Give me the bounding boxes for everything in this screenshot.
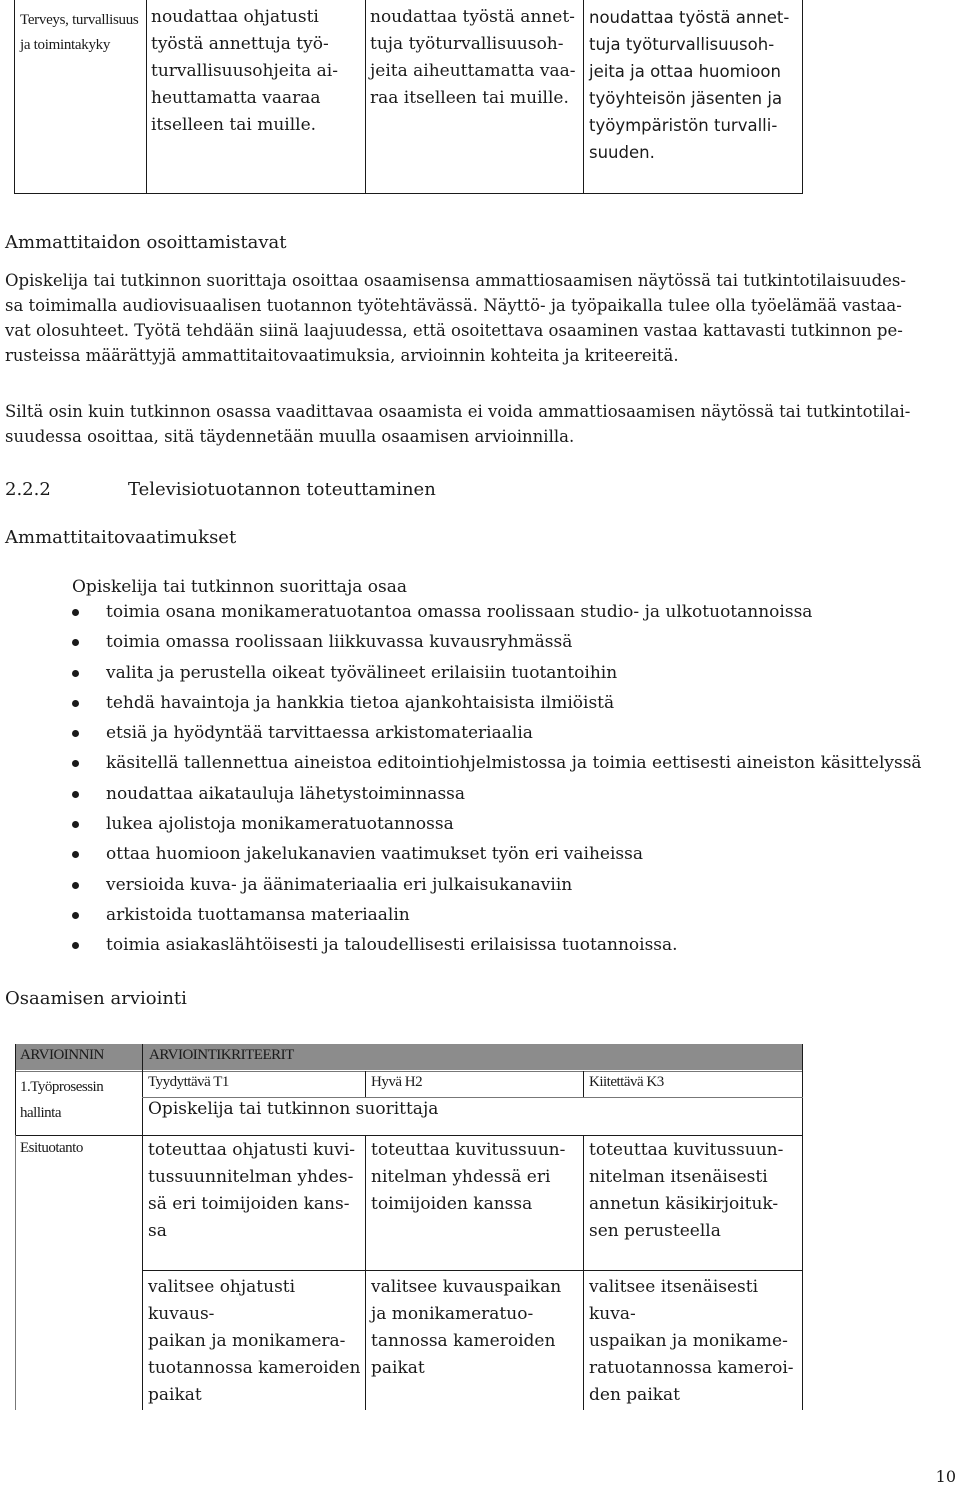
bullet-icon (72, 609, 79, 616)
list-item: lukea ajolistoja monikameratuotannossa (72, 809, 952, 839)
section-title: Televisiotuotannon toteuttaminen (128, 479, 436, 500)
list-item: valita ja perustella oikeat työvälineet erilaisiin tuotantoihin (72, 658, 952, 688)
grade-k3: Kiitettävä K3 (589, 1074, 664, 1090)
assessment-header-band (15, 1044, 802, 1070)
list-item: toimia omassa roolissaan liikkuvassa kuvausryhmässä (72, 627, 952, 657)
assessment-target-label: 1.Työprosessin hallinta (20, 1079, 104, 1121)
requirements-intro: Opiskelija tai tutkinnon suorittaja osaa (72, 577, 407, 597)
grade-h2: Hyvä H2 (371, 1074, 423, 1090)
row2-cell-k3: valitsee itsenäisesti kuva- uspaikan ja monikame- ratuotannossa kameroi- den paikat (589, 1277, 794, 1405)
bullet-icon (72, 700, 79, 707)
row2-cell-h2: valitsee kuvauspaikan ja monikameratuo- tannossa kameroiden paikat (371, 1277, 562, 1378)
page-number: 10 (935, 1467, 956, 1486)
list-item: versioida kuva- ja äänimateriaalia eri julkaisukanaviin (72, 870, 952, 900)
bullet-icon (72, 851, 79, 858)
grade-t1: Tyydyttävä T1 (148, 1074, 229, 1090)
bullet-icon (72, 821, 79, 828)
assessment-row-label: Esituotanto (20, 1140, 83, 1156)
bullet-icon (72, 791, 79, 798)
demonstration-paragraph-1: Opiskelija tai tutkinnon suorittaja osoittaa osaamisensa ammattiosaamisen näytössä tai tutkintotilaisuudes- sa toimimalla audiovisuaalisen tuotannon työtehtävässä. Näyttö- ja työpaikalla tulee olla työelämää vastaa- vat olosuhteet. Työtä tehdään siinä laajuudessa, että osoitettava osaaminen vastaa kattavasti tutkinnon pe- rusteissa määrättyjä ammattitaitovaatimuksia, arvioinnin kohteita ja kriteereitä. (5, 271, 906, 365)
list-item: ottaa huomioon jakelukanavien vaatimukset työn eri vaiheissa (72, 839, 952, 869)
top-table-cell-k3: noudattaa työstä annet- tuja työturvallisuusoh- jeita ja ottaa huomioon työyhteisön jäsenten ja työympäristön turvalli- suuden. (589, 8, 790, 162)
list-item: tehdä havaintoja ja hankkia tietoa ajankohtaisista ilmiöistä (72, 688, 952, 718)
list-item: arkistoida tuottamansa materiaalin (72, 900, 952, 930)
list-item: käsitellä tallennettua aineistoa editointiohjelmistossa ja toimia eettisesti aineiston käsittelyssä (72, 748, 952, 778)
bullet-icon (72, 639, 79, 646)
top-table-cell-h2: noudattaa työstä annet- tuja työturvallisuusoh- jeita aiheuttamatta vaa- raa itselleen tai muille. (370, 7, 576, 108)
list-item: etsiä ja hyödyntää tarvittaessa arkistomateriaalia (72, 718, 952, 748)
row2-cell-t1: valitsee ohjatusti kuvaus- paikan ja monikamera- tuotannossa kameroiden paikat (148, 1277, 361, 1405)
bullet-icon (72, 670, 79, 677)
requirements-heading: Ammattitaitovaatimukset (5, 527, 237, 548)
top-table-cell-t1: noudattaa ohjatusti työstä annettuja työ- turvallisuusohjeita ai- heuttamatta vaaraa itselleen tai muille. (151, 7, 338, 135)
bullet-icon (72, 730, 79, 737)
assessment-subject: Opiskelija tai tutkinnon suorittaja (148, 1099, 439, 1119)
row1-cell-k3: toteuttaa kuvitussuun- nitelman itsenäisesti annetun käsikirjoituk- sen perusteella (589, 1140, 784, 1241)
section-number: 2.2.2 (5, 479, 51, 500)
requirements-list (72, 597, 952, 961)
demonstration-heading: Ammattitaidon osoittamistavat (5, 232, 287, 253)
row1-cell-t1: toteuttaa ohjatusti kuvi- tussuunnitelman yhdes- sä eri toimijoiden kans- sa (148, 1140, 356, 1241)
list-item: toimia osana monikameratuotantoa omassa roolissaan studio- ja ulkotuotannoissa (72, 597, 952, 627)
bullet-icon (72, 760, 79, 767)
top-table-row-label: Terveys, turvallisuus ja toimintakyky (20, 12, 139, 53)
demonstration-paragraph-2: Siltä osin kuin tutkinnon osassa vaadittavaa osaamista ei voida ammattiosaamisen näytössä tai tutkintotilai- suudessa osoittaa, sitä täydennetään muulla osaamisen arvioinnilla. (5, 402, 911, 446)
bullet-icon (72, 882, 79, 889)
assessment-heading: Osaamisen arviointi (5, 988, 187, 1009)
list-item: noudattaa aikatauluja lähetystoiminnassa (72, 779, 952, 809)
list-item: toimia asiakaslähtöisesti ja taloudellisesti erilaisissa tuotannoissa. (72, 930, 952, 960)
bullet-icon (72, 942, 79, 949)
assessment-header-right: ARVIOINTIKRITEERIT (149, 1047, 294, 1063)
assessment-header-left: ARVIOINNIN (20, 1047, 104, 1063)
bullet-icon (72, 912, 79, 919)
row1-cell-h2: toteuttaa kuvitussuun- nitelman yhdessä eri toimijoiden kanssa (371, 1140, 566, 1214)
